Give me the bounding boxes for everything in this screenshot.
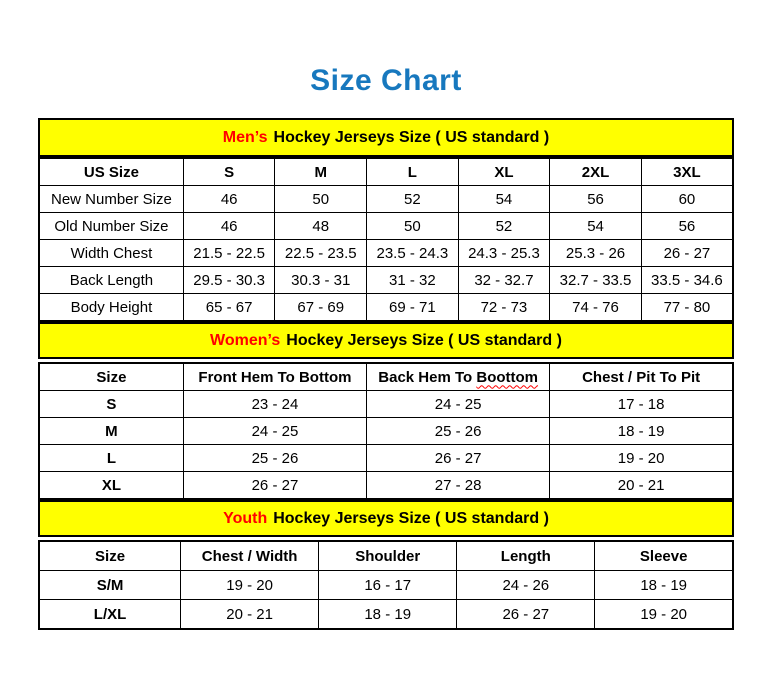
size-cell: 46 (183, 186, 275, 213)
size-cell: 24 - 26 (457, 571, 595, 600)
column-header: M (275, 158, 367, 186)
womens-section-name: Women’s (210, 331, 281, 349)
size-cell: 52 (367, 186, 459, 213)
size-cell: 50 (275, 186, 367, 213)
column-header: 2XL (550, 158, 642, 186)
womens-size-table (38, 362, 734, 500)
mens-table-row (39, 267, 733, 294)
size-cell: 56 (641, 213, 733, 240)
size-cell: 74 - 76 (550, 294, 642, 322)
size-cell: 26 - 27 (367, 445, 550, 472)
size-cell: 19 - 20 (595, 600, 733, 630)
column-header: S (183, 158, 275, 186)
size-cell: 31 - 32 (367, 267, 459, 294)
size-cell: 17 - 18 (550, 391, 733, 418)
mens-table-row (39, 213, 733, 240)
mens-table-row (39, 294, 733, 322)
size-cell: 33.5 - 34.6 (641, 267, 733, 294)
womens-table-row (39, 418, 733, 445)
column-header: US Size (39, 158, 183, 186)
size-cell: 24 - 25 (367, 391, 550, 418)
size-cell: 18 - 19 (595, 571, 733, 600)
mens-section-name: Men’s (222, 128, 268, 146)
column-header: Shoulder (319, 541, 457, 571)
size-cell: 24 - 25 (183, 418, 366, 445)
row-label: L (39, 445, 183, 472)
misspelled-word: Boottom (476, 368, 539, 386)
row-label: Back Length (39, 267, 183, 294)
mens-table-row (39, 186, 733, 213)
size-cell: 54 (458, 186, 550, 213)
column-header: 3XL (641, 158, 733, 186)
size-cell: 26 - 27 (641, 240, 733, 267)
womens-table-row (39, 391, 733, 418)
size-cell: 48 (275, 213, 367, 240)
page-title: Size Chart (310, 64, 462, 97)
size-cell: 69 - 71 (367, 294, 459, 322)
column-header: XL (458, 158, 550, 186)
size-cell: 25.3 - 26 (550, 240, 642, 267)
size-cell: 22.5 - 23.5 (275, 240, 367, 267)
size-cell: 25 - 26 (183, 445, 366, 472)
row-label: XL (39, 472, 183, 500)
size-cell: 20 - 21 (550, 472, 733, 500)
column-header: Chest / Pit To Pit (550, 363, 733, 391)
size-cell: 19 - 20 (550, 445, 733, 472)
size-cell: 27 - 28 (367, 472, 550, 500)
size-cell: 46 (183, 213, 275, 240)
youth-size-table (38, 540, 734, 630)
youth-header-row (39, 541, 733, 571)
size-cell: 72 - 73 (458, 294, 550, 322)
column-header: L (367, 158, 459, 186)
column-header: Length (457, 541, 595, 571)
size-cell: 23.5 - 24.3 (367, 240, 459, 267)
column-header (367, 363, 550, 391)
size-cell: 52 (458, 213, 550, 240)
size-cell: 77 - 80 (641, 294, 733, 322)
youth-section-header (38, 500, 734, 537)
mens-size-table (38, 157, 734, 322)
womens-section-header (38, 322, 734, 359)
column-header: Size (39, 363, 183, 391)
size-cell: 25 - 26 (367, 418, 550, 445)
row-label: Old Number Size (39, 213, 183, 240)
size-cell: 56 (550, 186, 642, 213)
size-cell: 65 - 67 (183, 294, 275, 322)
size-cell: 60 (641, 186, 733, 213)
youth-section (38, 500, 734, 630)
row-label: S/M (39, 571, 181, 600)
mens-table-row (39, 240, 733, 267)
row-label: New Number Size (39, 186, 183, 213)
womens-section (38, 322, 734, 500)
size-cell: 19 - 20 (181, 571, 319, 600)
row-label: Width Chest (39, 240, 183, 267)
size-cell: 18 - 19 (319, 600, 457, 630)
column-header: Sleeve (595, 541, 733, 571)
size-chart-page (38, 0, 734, 630)
womens-table-row (39, 472, 733, 500)
size-cell: 20 - 21 (181, 600, 319, 630)
size-cell: 30.3 - 31 (275, 267, 367, 294)
column-header-text: Back Hem To (378, 368, 477, 386)
column-header: Size (39, 541, 181, 571)
size-cell: 54 (550, 213, 642, 240)
size-cell: 26 - 27 (457, 600, 595, 630)
mens-section-header (38, 118, 734, 157)
youth-section-name: Youth (223, 509, 268, 527)
womens-table-row (39, 445, 733, 472)
size-cell: 16 - 17 (319, 571, 457, 600)
column-header: Front Hem To Bottom (183, 363, 366, 391)
size-cell: 21.5 - 22.5 (183, 240, 275, 267)
size-cell: 23 - 24 (183, 391, 366, 418)
youth-table-row (39, 571, 733, 600)
size-cell: 24.3 - 25.3 (458, 240, 550, 267)
row-label: L/XL (39, 600, 181, 630)
size-cell: 29.5 - 30.3 (183, 267, 275, 294)
mens-header-row (39, 158, 733, 186)
size-cell: 32.7 - 33.5 (550, 267, 642, 294)
youth-section-subtitle: Hockey Jerseys Size ( US standard ) (273, 509, 549, 527)
column-header: Chest / Width (181, 541, 319, 571)
size-cell: 50 (367, 213, 459, 240)
size-cell: 18 - 19 (550, 418, 733, 445)
row-label: S (39, 391, 183, 418)
youth-table-row (39, 600, 733, 630)
size-cell: 32 - 32.7 (458, 267, 550, 294)
womens-header-row (39, 363, 733, 391)
mens-section (38, 118, 734, 322)
mens-section-subtitle: Hockey Jerseys Size ( US standard ) (273, 128, 550, 146)
size-cell: 26 - 27 (183, 472, 366, 500)
womens-section-subtitle: Hockey Jerseys Size ( US standard ) (286, 331, 562, 349)
size-cell: 67 - 69 (275, 294, 367, 322)
row-label: M (39, 418, 183, 445)
row-label: Body Height (39, 294, 183, 322)
